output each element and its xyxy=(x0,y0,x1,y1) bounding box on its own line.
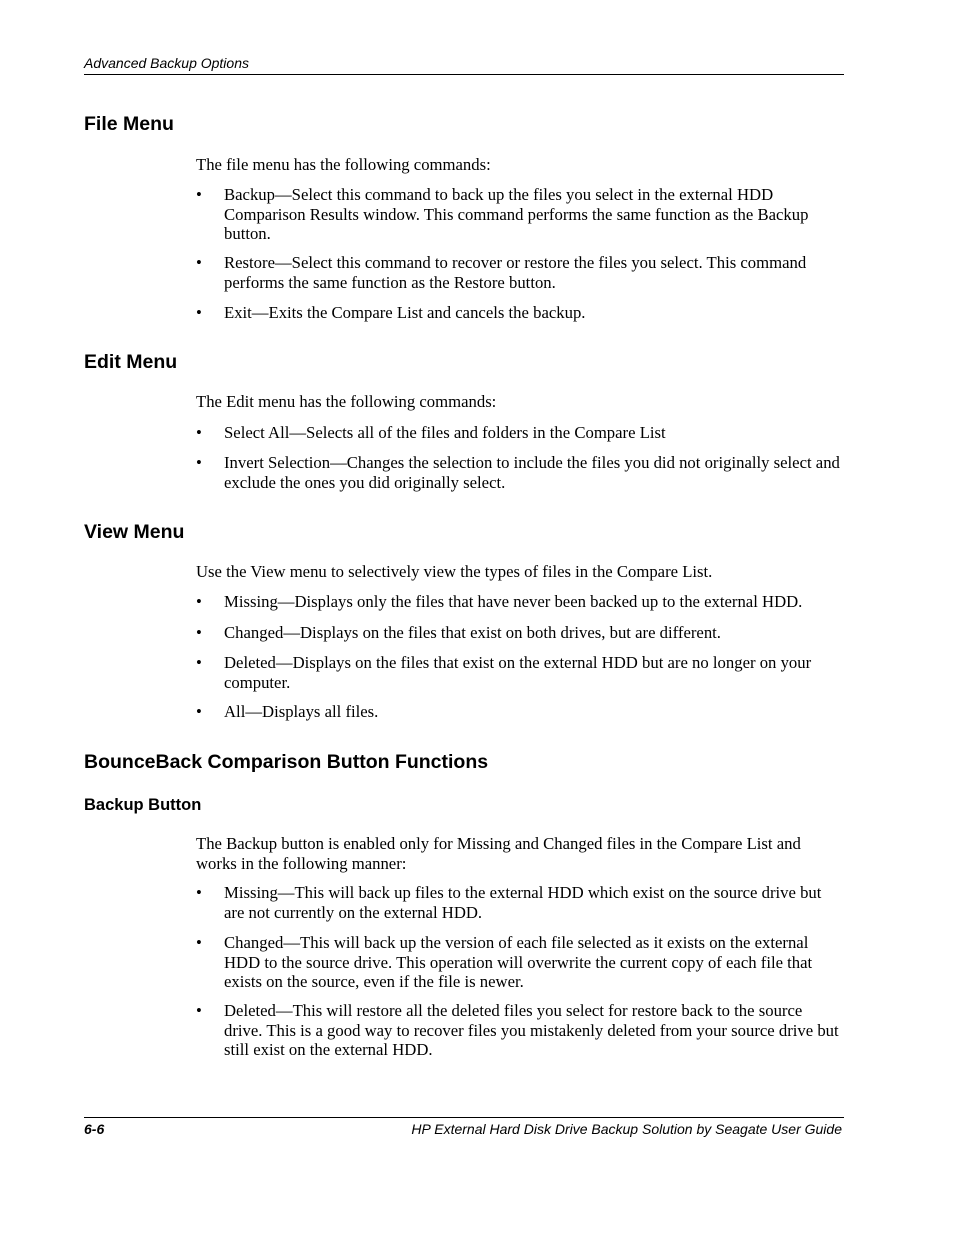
list-item-text: Invert Selection—Changes the selection to include the files you did not originally select and exclude the ones you did originally select. xyxy=(224,453,840,492)
file-menu-intro: The file menu has the following commands: xyxy=(196,155,491,174)
list-item xyxy=(196,592,844,612)
bullet-icon: • xyxy=(196,303,202,322)
list-item-text: Restore—Select this command to recover or restore the files you select. This command performs the same function as the Restore button. xyxy=(224,253,807,292)
footer-rule xyxy=(84,1117,844,1118)
list-item xyxy=(196,623,844,643)
page-number: 6-6 xyxy=(84,1121,105,1137)
list-item xyxy=(196,303,844,323)
list-item-text: Changed—Displays on the files that exist on both drives, but are different. xyxy=(224,623,721,642)
edit-menu-intro: The Edit menu has the following commands: xyxy=(196,392,497,411)
list-item xyxy=(196,453,844,492)
bullet-icon: • xyxy=(196,423,202,442)
list-item xyxy=(196,185,844,244)
list-item-text: Backup—Select this command to back up the files you select in the external HDD Comparison Results window. This command performs the same function as the Backup button. xyxy=(224,185,809,243)
list-item-text: Missing—This will back up files to the external HDD which exist on the source drive but are not currently on the external HDD. xyxy=(224,883,822,922)
bullet-icon: • xyxy=(196,883,202,902)
list-item xyxy=(196,1001,844,1060)
footer-title: HP External Hard Disk Drive Backup Solution by Seagate User Guide xyxy=(411,1121,842,1137)
bullet-icon: • xyxy=(196,253,202,272)
list-item-text: All—Displays all files. xyxy=(224,702,379,721)
list-item-text: Deleted—This will restore all the deleted files you select for restore back to the source drive. This is a good way to recover files you mistakenly deleted from your source drive but still exist on the external HDD. xyxy=(224,1001,839,1059)
running-header: Advanced Backup Options xyxy=(84,55,249,71)
bounceback-heading: BounceBack Comparison Button Functions xyxy=(84,751,489,773)
list-item xyxy=(196,253,844,292)
file-menu-heading: File Menu xyxy=(84,113,174,135)
list-item-text: Deleted—Displays on the files that exist on the external HDD but are no longer on your computer. xyxy=(224,653,812,692)
list-item-text: Changed—This will back up the version of each file selected as it exists on the external HDD to the source drive. This operation will overwrite the current copy of each file that exists on the source, even if the file is newer. xyxy=(224,933,813,991)
backup-button-heading: Backup Button xyxy=(84,796,202,814)
list-item-text: Select All—Selects all of the files and folders in the Compare List xyxy=(224,423,666,442)
bullet-icon: • xyxy=(196,653,202,672)
backup-button-intro: The Backup button is enabled only for Missing and Changed files in the Compare List and works in the following manner: xyxy=(196,834,801,873)
view-menu-intro: Use the View menu to selectively view the types of files in the Compare List. xyxy=(196,562,713,581)
bullet-icon: • xyxy=(196,185,202,204)
list-item xyxy=(196,702,844,722)
header-rule xyxy=(84,74,844,75)
bullet-icon: • xyxy=(196,933,202,952)
list-item-text: Missing—Displays only the files that have never been backed up to the external HDD. xyxy=(224,592,803,611)
list-item xyxy=(196,883,844,922)
bullet-icon: • xyxy=(196,592,202,611)
edit-menu-heading: Edit Menu xyxy=(84,351,178,373)
list-item xyxy=(196,423,844,443)
bullet-icon: • xyxy=(196,453,202,472)
list-item xyxy=(196,933,844,992)
bullet-icon: • xyxy=(196,1001,202,1020)
view-menu-heading: View Menu xyxy=(84,521,185,543)
list-item-text: Exit—Exits the Compare List and cancels the backup. xyxy=(224,303,586,322)
list-item xyxy=(196,653,844,692)
bullet-icon: • xyxy=(196,623,202,642)
bullet-icon: • xyxy=(196,702,202,721)
